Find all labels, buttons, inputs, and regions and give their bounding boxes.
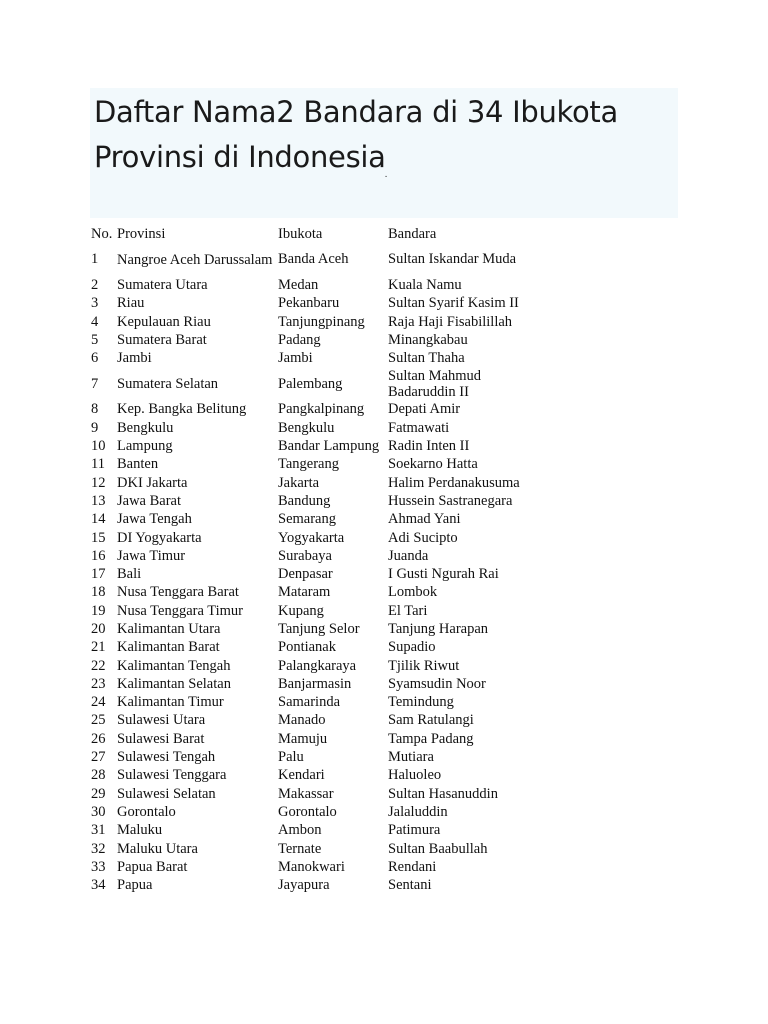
- cell-provinsi: Maluku: [117, 822, 163, 839]
- table-row: [91, 474, 548, 492]
- table-row: [91, 877, 548, 895]
- cell-provinsi: Banten: [117, 456, 159, 473]
- cell-ibukota: Bandar Lampung: [278, 438, 380, 455]
- header-provinsi: Provinsi: [117, 225, 166, 242]
- cell-ibukota: Ambon: [278, 822, 322, 839]
- table-row: [91, 584, 548, 602]
- table-row: [91, 748, 548, 766]
- cell-ibukota: Banda Aceh: [278, 251, 349, 268]
- cell-bandara: Halim Perdanakusuma: [388, 474, 520, 491]
- cell-provinsi: Kalimantan Timur: [117, 694, 224, 711]
- cell-provinsi: Riau: [117, 295, 145, 312]
- cell-provinsi: Gorontalo: [117, 803, 176, 820]
- table-row: [91, 529, 548, 547]
- table-row: [91, 858, 548, 876]
- cell-ibukota: Jambi: [278, 350, 313, 367]
- cell-no: 3: [91, 295, 99, 312]
- cell-no: 16: [91, 547, 106, 564]
- cell-bandara: Mutiara: [388, 749, 434, 766]
- table-row: [91, 767, 548, 785]
- cell-ibukota: Bengkulu: [278, 419, 335, 436]
- cell-provinsi: Kep. Bangka Belitung: [117, 401, 247, 418]
- cell-provinsi: Sulawesi Barat: [117, 730, 205, 747]
- cell-provinsi: Papua Barat: [117, 858, 188, 875]
- cell-bandara: Sultan Thaha: [388, 350, 465, 367]
- cell-provinsi: Maluku Utara: [117, 840, 198, 857]
- cell-ibukota: Surabaya: [278, 547, 332, 564]
- cell-ibukota: Gorontalo: [278, 803, 337, 820]
- cell-no: 33: [91, 858, 106, 875]
- cell-no: 13: [91, 492, 106, 509]
- table-row: [91, 511, 548, 529]
- table-row: [91, 694, 548, 712]
- cell-bandara: Minangkabau: [388, 331, 468, 348]
- cell-bandara: El Tari: [388, 602, 428, 619]
- cell-bandara: Syamsudin Noor: [388, 675, 486, 692]
- cell-ibukota: Ternate: [278, 840, 322, 857]
- cell-provinsi: Papua: [117, 877, 153, 894]
- table-row: [91, 331, 548, 349]
- cell-ibukota: Samarinda: [278, 694, 341, 711]
- cell-ibukota: Jakarta: [278, 474, 320, 491]
- cell-provinsi: Sulawesi Tenggara: [117, 767, 227, 784]
- cell-provinsi: DKI Jakarta: [117, 474, 188, 491]
- table-row: [91, 565, 548, 583]
- table-row: [91, 657, 548, 675]
- cell-ibukota: Manado: [278, 712, 326, 729]
- cell-provinsi: Sulawesi Utara: [117, 712, 206, 729]
- cell-no: 19: [91, 602, 106, 619]
- cell-bandara: Tanjung Harapan: [388, 620, 489, 637]
- cell-bandara: Depati Amir: [388, 401, 461, 418]
- cell-bandara: Rendani: [388, 858, 437, 875]
- cell-ibukota: Banjarmasin: [278, 675, 352, 692]
- cell-bandara: Sam Ratulangi: [388, 712, 474, 729]
- cell-bandara: Ahmad Yani: [388, 511, 461, 528]
- cell-bandara: Sultan Syarif Kasim II: [388, 295, 519, 312]
- table-row: [91, 419, 548, 437]
- cell-no: 31: [91, 822, 106, 839]
- cell-no: 18: [91, 584, 106, 601]
- cell-no: 4: [91, 313, 99, 330]
- cell-no: 26: [91, 730, 106, 747]
- cell-no: 15: [91, 529, 106, 546]
- table-row: [91, 401, 548, 419]
- cell-provinsi: Sulawesi Tengah: [117, 749, 216, 766]
- cell-no: 20: [91, 620, 106, 637]
- cell-ibukota: Tangerang: [278, 456, 339, 473]
- title-mark: .: [384, 170, 388, 180]
- cell-provinsi: Nusa Tenggara Barat: [117, 584, 239, 601]
- cell-no: 11: [91, 456, 105, 473]
- cell-bandara: Sentani: [388, 877, 432, 894]
- cell-no: 8: [91, 401, 99, 418]
- cell-provinsi: Kalimantan Selatan: [117, 675, 231, 692]
- cell-ibukota: Pontianak: [278, 639, 336, 656]
- cell-bandara: Jalaluddin: [388, 803, 448, 820]
- table-row: [91, 295, 548, 313]
- cell-ibukota: Bandung: [278, 492, 331, 509]
- cell-provinsi: Jawa Timur: [117, 547, 186, 564]
- cell-bandara: I Gusti Ngurah Rai: [388, 566, 499, 583]
- table-row: [91, 822, 548, 840]
- cell-ibukota: Tanjung Selor: [278, 620, 360, 637]
- table-row: [91, 675, 548, 693]
- cell-no: 17: [91, 566, 106, 583]
- cell-provinsi: Sumatera Utara: [117, 276, 208, 293]
- cell-provinsi: Bengkulu: [117, 419, 174, 436]
- cell-provinsi: Nusa Tenggara Timur: [117, 602, 243, 619]
- table-header-row: [91, 225, 548, 243]
- cell-provinsi: DI Yogyakarta: [117, 529, 202, 546]
- cell-ibukota: Padang: [278, 331, 321, 348]
- table-row: [91, 456, 548, 474]
- cell-no: 23: [91, 675, 106, 692]
- cell-ibukota: Pekanbaru: [278, 295, 340, 312]
- cell-bandara: Sultan Mahmud Badaruddin II: [388, 368, 482, 401]
- cell-provinsi: Jawa Barat: [117, 492, 182, 509]
- cell-no: 5: [91, 331, 99, 348]
- cell-no: 12: [91, 474, 106, 491]
- table-row: [91, 840, 548, 858]
- cell-ibukota: Manokwari: [278, 858, 345, 875]
- cell-no: 34: [91, 877, 106, 894]
- cell-ibukota: Palangkaraya: [278, 657, 357, 674]
- cell-no: 25: [91, 712, 106, 729]
- cell-provinsi: Kalimantan Utara: [117, 620, 221, 637]
- cell-ibukota: Semarang: [278, 511, 336, 528]
- cell-bandara: Haluoleo: [388, 767, 442, 784]
- cell-bandara: Sultan Baabullah: [388, 840, 488, 857]
- cell-bandara: Supadio: [388, 639, 436, 656]
- cell-no: 29: [91, 785, 106, 802]
- table-row: [91, 492, 548, 510]
- cell-no: 22: [91, 657, 106, 674]
- cell-bandara: Temindung: [388, 694, 454, 711]
- cell-bandara: Hussein Sastranegara: [388, 492, 513, 509]
- table-row: [91, 639, 548, 657]
- cell-ibukota: Tanjungpinang: [278, 313, 365, 330]
- cell-provinsi: Sumatera Selatan: [117, 375, 219, 392]
- cell-bandara: Tjilik Riwut: [388, 657, 460, 674]
- cell-bandara: Fatmawati: [388, 419, 450, 436]
- cell-bandara: Juanda: [388, 547, 429, 564]
- cell-bandara: Lombok: [388, 584, 438, 601]
- cell-ibukota: Denpasar: [278, 566, 333, 583]
- cell-no: 10: [91, 438, 106, 455]
- cell-ibukota: Kupang: [278, 602, 324, 619]
- header-bandara: Bandara: [388, 225, 437, 242]
- cell-ibukota: Jayapura: [278, 877, 330, 894]
- cell-no: 21: [91, 639, 106, 656]
- cell-bandara: Sultan Hasanuddin: [388, 785, 498, 802]
- header-no: No.: [91, 225, 113, 242]
- table-row: [91, 785, 548, 803]
- cell-ibukota: Yogyakarta: [278, 529, 345, 546]
- title-text: Daftar Nama2 Bandara di 34 Ibukota Provinsi di Indonesia: [94, 95, 618, 174]
- cell-provinsi: Sulawesi Selatan: [117, 785, 216, 802]
- cell-bandara: Patimura: [388, 822, 441, 839]
- cell-provinsi: Lampung: [117, 438, 173, 455]
- airport-table: [91, 225, 548, 895]
- cell-provinsi: Sumatera Barat: [117, 331, 207, 348]
- page-title: [94, 88, 674, 188]
- table-row: [91, 243, 548, 276]
- cell-provinsi: Kalimantan Barat: [117, 639, 220, 656]
- table-row: [91, 437, 548, 455]
- table-body: [91, 243, 548, 895]
- cell-provinsi: Jambi: [117, 350, 152, 367]
- table-row: [91, 368, 548, 401]
- cell-bandara: Kuala Namu: [388, 276, 462, 293]
- cell-no: 9: [91, 419, 99, 436]
- cell-ibukota: Palu: [278, 749, 304, 766]
- cell-provinsi: Kalimantan Tengah: [117, 657, 231, 674]
- cell-no: 6: [91, 350, 99, 367]
- table-row: [91, 547, 548, 565]
- table-row: [91, 730, 548, 748]
- cell-provinsi: Kepulauan Riau: [117, 313, 211, 330]
- cell-no: 7: [91, 375, 99, 392]
- table-row: [91, 349, 548, 367]
- cell-no: 28: [91, 767, 106, 784]
- header-ibukota: Ibukota: [278, 225, 323, 242]
- cell-no: 2: [91, 276, 99, 293]
- cell-no: 14: [91, 511, 106, 528]
- cell-bandara: Raja Haji Fisabilillah: [388, 313, 513, 330]
- cell-bandara: Adi Sucipto: [388, 529, 458, 546]
- cell-provinsi: Bali: [117, 566, 142, 583]
- cell-ibukota: Mataram: [278, 584, 331, 601]
- cell-no: 1: [91, 251, 99, 268]
- cell-ibukota: Medan: [278, 276, 319, 293]
- table-row: [91, 803, 548, 821]
- cell-bandara: Radin Inten II: [388, 438, 470, 455]
- cell-no: 27: [91, 749, 106, 766]
- table-row: [91, 276, 548, 294]
- cell-no: 32: [91, 840, 106, 857]
- cell-provinsi: Nangroe Aceh Darussalam: [117, 251, 273, 268]
- cell-no: 24: [91, 694, 106, 711]
- cell-bandara: Sultan Iskandar Muda: [388, 251, 517, 268]
- cell-ibukota: Makassar: [278, 785, 334, 802]
- cell-no: 30: [91, 803, 106, 820]
- table-row: [91, 602, 548, 620]
- table-row: [91, 712, 548, 730]
- cell-ibukota: Kendari: [278, 767, 325, 784]
- cell-ibukota: Mamuju: [278, 730, 328, 747]
- cell-ibukota: Pangkalpinang: [278, 401, 365, 418]
- table-row: [91, 313, 548, 331]
- cell-bandara: Tampa Padang: [388, 730, 474, 747]
- cell-ibukota: Palembang: [278, 375, 343, 392]
- cell-bandara: Soekarno Hatta: [388, 456, 478, 473]
- table-row: [91, 620, 548, 638]
- cell-provinsi: Jawa Tengah: [117, 511, 192, 528]
